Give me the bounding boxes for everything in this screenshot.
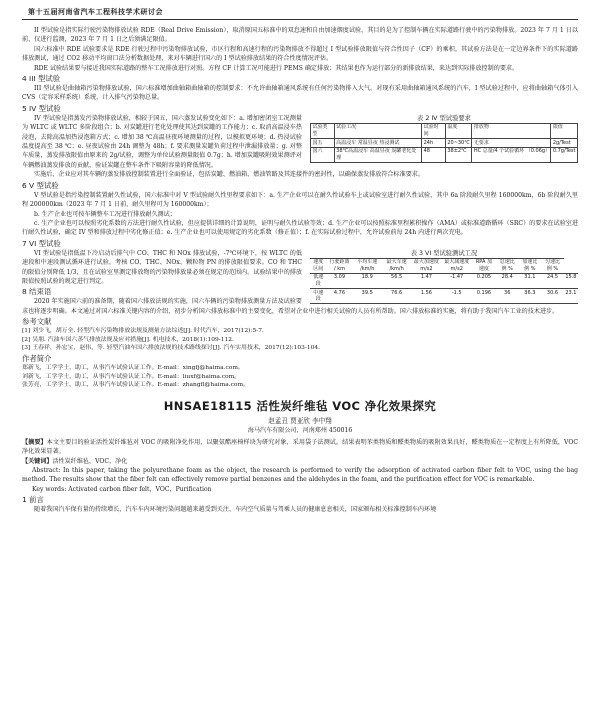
table-cell: 2g/Test bbox=[551, 139, 578, 148]
table-cell: 36 bbox=[496, 289, 519, 304]
paragraph: 国六标准中 RDE 试验要求是 RDE 行驶过程中污染物排放试验，市区行程和高速行程的污染物排放不得超过 I 型试验排放限值与符合性因子（CF）的乘积。其试验方法是在一定边界条件下的实际道路排放测试，通过 CO2 移动平均窗口法分析数据处理，来对车辆进行国六的 I 型试验排放结果的符合性度情况评估。 bbox=[22, 45, 578, 63]
table-header-cell: 行驶距离 / km bbox=[326, 258, 352, 273]
paragraph: c. 生产企业也可以按照劣化系数的方法进行耐久性试验，但应提供详细的计算说明，证明与耐久性试验等效；d. 生产企业可以按照标准里程累积操作（AMA）或标准道路循环（SRC）的要求在试验室进行耐久性试验，确定 IV 型和排放过程中劣化修正值；e. 生产企业也可以使用规定的劣化系数（修正值）；f. 在实际试验过程中，允许试验前每 24h 内进行两次充电。 bbox=[22, 219, 578, 237]
table-row bbox=[311, 147, 578, 162]
table-cell: 30.6 bbox=[541, 289, 564, 304]
article-title: HNSAE18115 活性炭纤维毡 VOC 净化效果探究 bbox=[163, 398, 437, 413]
english-keywords bbox=[22, 485, 578, 494]
table-cell: 56.5 bbox=[382, 273, 411, 288]
section-body-top bbox=[22, 26, 578, 73]
table-cell: 国五 bbox=[311, 139, 335, 148]
reference-item: [3] 王春祥，孙宏宝，赵伟，等. 轻型汽油车国六排放法规的技术路线探讨[J]. 汽车实用技术，2017(12):103-104. bbox=[22, 345, 321, 352]
table-header-cell: 试验工况 bbox=[334, 123, 421, 138]
references bbox=[22, 317, 578, 353]
english-keywords-label: Key words: bbox=[32, 485, 67, 493]
english-abstract-block bbox=[22, 466, 578, 494]
english-keywords-text: Activated carbon fiber felt，VOC，Purification bbox=[68, 485, 212, 493]
table-cell: 39.5 bbox=[353, 289, 382, 304]
table-cell: 无要求 bbox=[472, 139, 551, 148]
reference-item: [1] 刘少飞，胡万全. 轻型汽车污染物排放法规及测量方法综述[J]. 时代汽车，2017(12):5-7. bbox=[22, 328, 264, 335]
author-bio: 刘新飞，工学学士，助工，从事汽车试验认证工作。E-mail：liuxf@haima.com。 bbox=[22, 373, 241, 380]
table-cell: 36.3 bbox=[519, 289, 542, 304]
table-header-cell: 最大车速 /km/h bbox=[382, 258, 411, 273]
table-header-cell: 最大减速度 m/s2 bbox=[442, 258, 472, 273]
references-heading: 参考文献 bbox=[22, 317, 52, 327]
table-cell: 高温浸车 常温昼夜 热浸测试 bbox=[334, 139, 421, 148]
table-cell: 4.76 bbox=[326, 289, 352, 304]
table-cell: 3.09 bbox=[326, 273, 352, 288]
paragraph: 2020 年实施国六前的准备期，随着国六排放法规的实施，国六车辆的污染物排放测量方法及试验要求也将逐步明确。本文通过对国六标准关键内容的介绍，初步分析国六排放标准中的主要变化，希望对企业中进行相关试验的人员有所帮助。国六排放标准的实施，将有助于我国汽车工业的技术进步。 bbox=[22, 298, 559, 315]
table-cell: 0.205 bbox=[472, 273, 496, 288]
section-heading-v: 6 V 型试验 bbox=[22, 180, 59, 190]
table-cell: 15.8 bbox=[564, 273, 578, 288]
table-cell: 24.5 bbox=[541, 273, 564, 288]
table-header-cell: 加速比例 % bbox=[519, 258, 542, 273]
table-cell: 1.47 bbox=[411, 273, 441, 288]
table-cell: 中速段 bbox=[310, 289, 326, 304]
table-header-cell: 试验类型 bbox=[311, 123, 335, 138]
table-3-container bbox=[310, 250, 578, 305]
table-header-cell: 排放物 bbox=[472, 123, 551, 138]
table-cell: 低速段 bbox=[310, 273, 326, 288]
paragraph: b. 生产企业也可按车辆整车工况进行排放耐久测试； bbox=[34, 210, 176, 218]
table-header-row bbox=[310, 258, 578, 273]
table-cell: 0.196 bbox=[472, 289, 496, 304]
paragraph: III 型试验是曲轴箱污染物排放试验，国六标准增加曲轴箱曲轴箱的控制要求：不允许曲轴箱通风系统有任何污染物排入大气。对现有采用曲轴箱通风系统的汽车，I 型试验过程中，应将曲轴箱气体引入 CVS（定容采样系统）系统，计入排气污染物总量。 bbox=[22, 85, 578, 102]
article-authors: 赵孟丑 贾亚欣 李中翔 bbox=[268, 416, 332, 425]
table-header-cell: 最大加速度 m/s2 bbox=[411, 258, 441, 273]
table-3 bbox=[310, 258, 578, 305]
table-cell: 24h bbox=[422, 139, 446, 148]
section-heading-conclusion: 8 结束语 bbox=[22, 287, 52, 297]
table-row bbox=[310, 289, 578, 304]
table-header-cell: 温度 bbox=[445, 123, 472, 138]
english-abstract bbox=[22, 466, 578, 485]
table-cell: HC 总量/4 个试验循环 （0.06g） bbox=[472, 147, 551, 162]
table-2-container bbox=[310, 115, 578, 163]
article-affiliation: 海马汽车有限公司，河南郑州 450016 bbox=[247, 426, 353, 434]
table-cell: -1.5 bbox=[442, 289, 472, 304]
author-bios-heading: 作者简介 bbox=[22, 353, 52, 363]
paragraph: 随着我国汽车保有量的持续增长，汽车车内环境污染问题越来越受到关注，车内空气质量与驾乘人员的健康息息相关，国家颁布相关标准控制车内环境 bbox=[34, 506, 437, 514]
author-bios bbox=[22, 354, 578, 390]
section-heading-intro: 1 前言 bbox=[22, 495, 44, 505]
keywords bbox=[22, 457, 578, 466]
table-header-cell: 平均车速 /km/h bbox=[353, 258, 382, 273]
table-row bbox=[310, 273, 578, 288]
abstract bbox=[22, 438, 578, 457]
section-heading-iii: 4 III 型试验 bbox=[22, 74, 61, 84]
table-header-cell: 限值 bbox=[551, 123, 578, 138]
table-cell: 23.1 bbox=[564, 289, 578, 304]
table-cell: 28.4 bbox=[496, 273, 519, 288]
keywords-label: 【关键词】 bbox=[22, 457, 53, 465]
table-cell: 38℃高温浸车 高温昼夜 炭罐老化处理 bbox=[334, 147, 421, 162]
table-header-cell: 速度区间 bbox=[310, 258, 326, 273]
table-cell: 38±2℃ bbox=[445, 147, 472, 162]
table-cell: 国六 bbox=[311, 147, 335, 162]
table-2 bbox=[310, 123, 578, 163]
author-bio: 郑新飞，工学学士，助工，从事汽车试验认证工作。E-mail：xingfj@haima.com。 bbox=[22, 364, 244, 371]
author-bio: 张芳亮，工学学士，助工，从事汽车试验认证工作。E-mail：zhangfl@haima.com。 bbox=[22, 382, 249, 389]
section-heading-vi: 7 VI 型试验 bbox=[22, 238, 61, 248]
reference-item: [2] 吴朋. 汽油车国六蒸气排放法规及应对措施[J]. 机电技术，2018(1):109-112. bbox=[22, 336, 234, 343]
english-abstract-text: In this paper, taking the polyurethane foam as the object, the research is performed to verify the adsorption of activated carbon fiber felt to VOC, using the bag method. The results show that the fiber felt can effectively remove partial benzenes and the aldehydes in the foam, and the purification effect for VOC is remarkable. bbox=[22, 466, 578, 484]
abstract-text: 本文主要目的验证活性炭纤维毡对 VOC 的吸附净化作用，以聚氨酯座椅样块为研究对象，采用袋子法测试。结果表明苯类物质和醛类物质的吸附效果良好，醛类物质在一定程度上有所降低，VOC 净化效果显著。 bbox=[22, 438, 579, 456]
paragraph: V 型试验是指污染控制装置耐久性试验，国六标准中对 V 型试验耐久性里程要求如下：a. 生产企业可以在耐久性试验车上或试验室进行耐久性试验，其中 6a 阶段耐久里程 160000km，6b 阶段耐久里程 200000km（2023 年 7 月 1 日前，耐久里程可为 160000km）； bbox=[22, 191, 578, 209]
table-header-cell: RPA 加速度 bbox=[472, 258, 496, 273]
table-cell: 76.6 bbox=[382, 289, 411, 304]
table-header-cell: 匀速比例 % bbox=[541, 258, 564, 273]
table-cell: 48 bbox=[422, 147, 446, 162]
running-head: 第十五届河南省汽车工程科技学术研讨会 bbox=[22, 4, 578, 20]
paragraph: II 型试验是指实际行驶污染物排放试验 RDE（Real Drive Emission），取消原国五标准中的双怠速和自由加速烟度试验，其目的是为了控制车辆在实际道路行驶中的污染物排放。2023 年 7 月 1 日以前，仅进行监测，2023 年 7 月 1 日之后须满足限值。 bbox=[22, 27, 578, 44]
table-3-caption: 表 3 VI 型试验测试工况 bbox=[410, 249, 478, 257]
paragraph: RDE 试验结果要与接近我国实际道路的整车工况排放进行对照。方程 CF 计算工况可能进行 PEMS 确定排放；其结果也作为运行部分的新排放结果，来达到实际排放控制的要求。 bbox=[34, 64, 519, 72]
table-cell: -1.47 bbox=[442, 273, 472, 288]
table-cell: 0.7g/Test bbox=[551, 147, 578, 162]
table-header-cell: 怠速比例 % bbox=[496, 258, 519, 273]
english-abstract-label: Abstract: bbox=[32, 466, 61, 474]
paragraph: 实施后，企业应对其车辆的蒸发排放控制装置进行全面验证，包括炭罐、燃油箱、燃油管路及其连接件的密封性，以确保蒸发排放符合标准要求。 bbox=[34, 171, 424, 179]
paragraph: VI 型试验是指低温下冷启动后排气中 CO、THC 和 NOx 排放试验，-7℃环境下，按 WLTC 的低速段和中速段测试循环进行试验，考核 CO、THC、NOx、颗粒物 PN 的排放限值要求。CO 和 THC 的限值分别降低 1/3，且在试验室里测定排放物的污染物排放量必须在规定的范围内。试验结果中的排放限值按照试验的规定进行判定。 bbox=[22, 249, 302, 285]
paragraph: IV 型试验是指蒸发污染物排放试验，相较于国五，国六蒸发试验变化如下：a. 增加密闭室工况测量为 WLTC 或 WLTC 多阶段组合；b. 对炭罐进行老化处理使其达到炭罐的工作能力；c. 取消高温浸车热浸泡，去除高温加热浸泡箱方式；c. 增加 38 ℃高温昼夜环境测量的过程，以模拟更环境；d. 热浸试验温度提高至 38 ℃；e. 昼夜试验由 24h 调整为 48h；f. 要求测量炭罐负荷过程中泄漏排放量；g. 对整车质量，蒸发排放限值由原来的 2g/试验，调整为单位试验测量限值 0.7g；h. 增加炭罐吸附效果测评对车辆燃油蒸发排放的贡献，验证炭罐在整车条件下吸附容量的降低情况。 bbox=[22, 114, 302, 169]
table-cell: 31.1 bbox=[519, 273, 542, 288]
section-heading-iv: 5 IV 型试验 bbox=[22, 103, 61, 113]
table-cell: 18.9 bbox=[353, 273, 382, 288]
abstract-label: 【摘要】 bbox=[22, 438, 47, 446]
table-cell: 20~30℃ bbox=[447, 139, 470, 146]
table-2-caption: 表 2 IV 型试验要求 bbox=[417, 114, 471, 122]
keywords-text: 活性炭纤维毡，VOC，净化 bbox=[52, 457, 128, 465]
table-cell: 1.56 bbox=[411, 289, 441, 304]
table-row bbox=[311, 139, 578, 148]
table-header-row bbox=[311, 123, 578, 138]
table-header-cell: 试验时间 bbox=[422, 123, 446, 138]
